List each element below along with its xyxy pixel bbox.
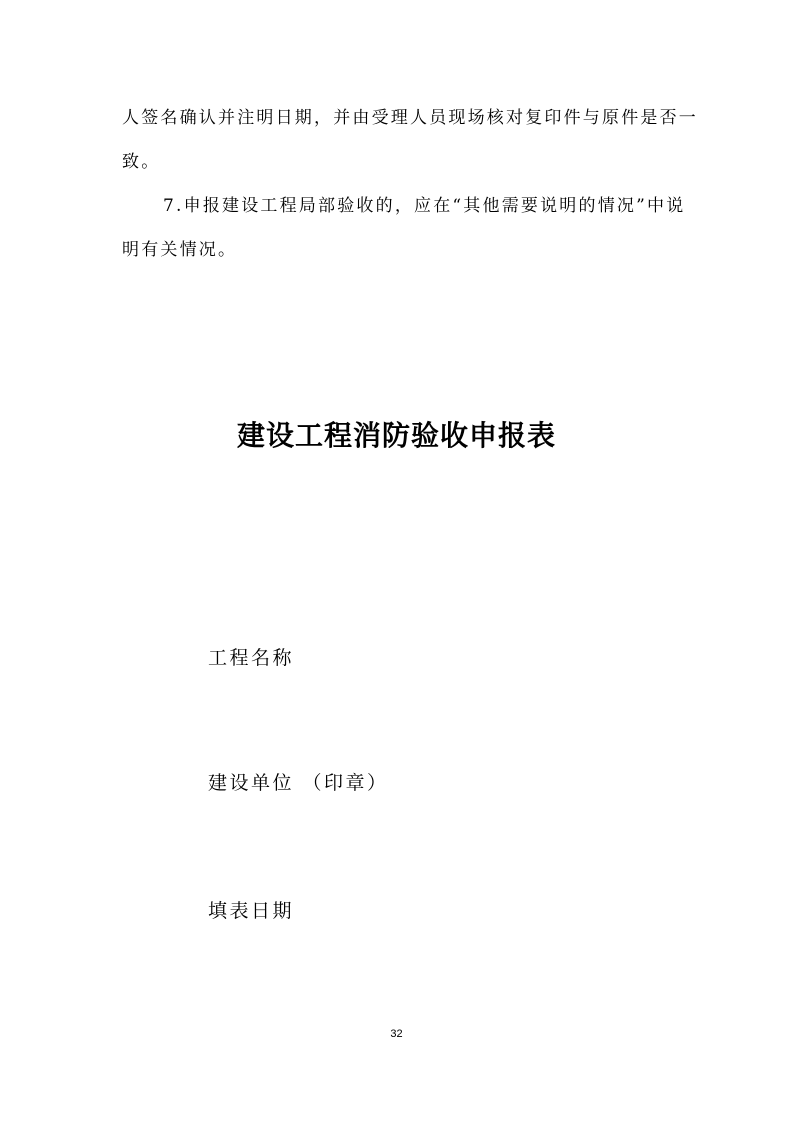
fill-date-label: 填表日期 [208,900,295,922]
project-name-label: 工程名称 [208,647,295,669]
instruction-line: 7.申报建设工程局部验收的，应在“其他需要说明的情况”中说 [163,196,686,216]
instruction-line: 人签名确认并注明日期，并由受理人员现场核对复印件与原件是否一 [122,108,698,128]
page-number: 32 [390,1028,403,1040]
instruction-line: 明有关情况。 [122,240,238,260]
form-title: 建设工程消防验收申报表 [236,419,556,452]
instruction-line: 致。 [122,152,161,172]
construction-unit-label: 建设单位 （印章） [208,772,389,794]
